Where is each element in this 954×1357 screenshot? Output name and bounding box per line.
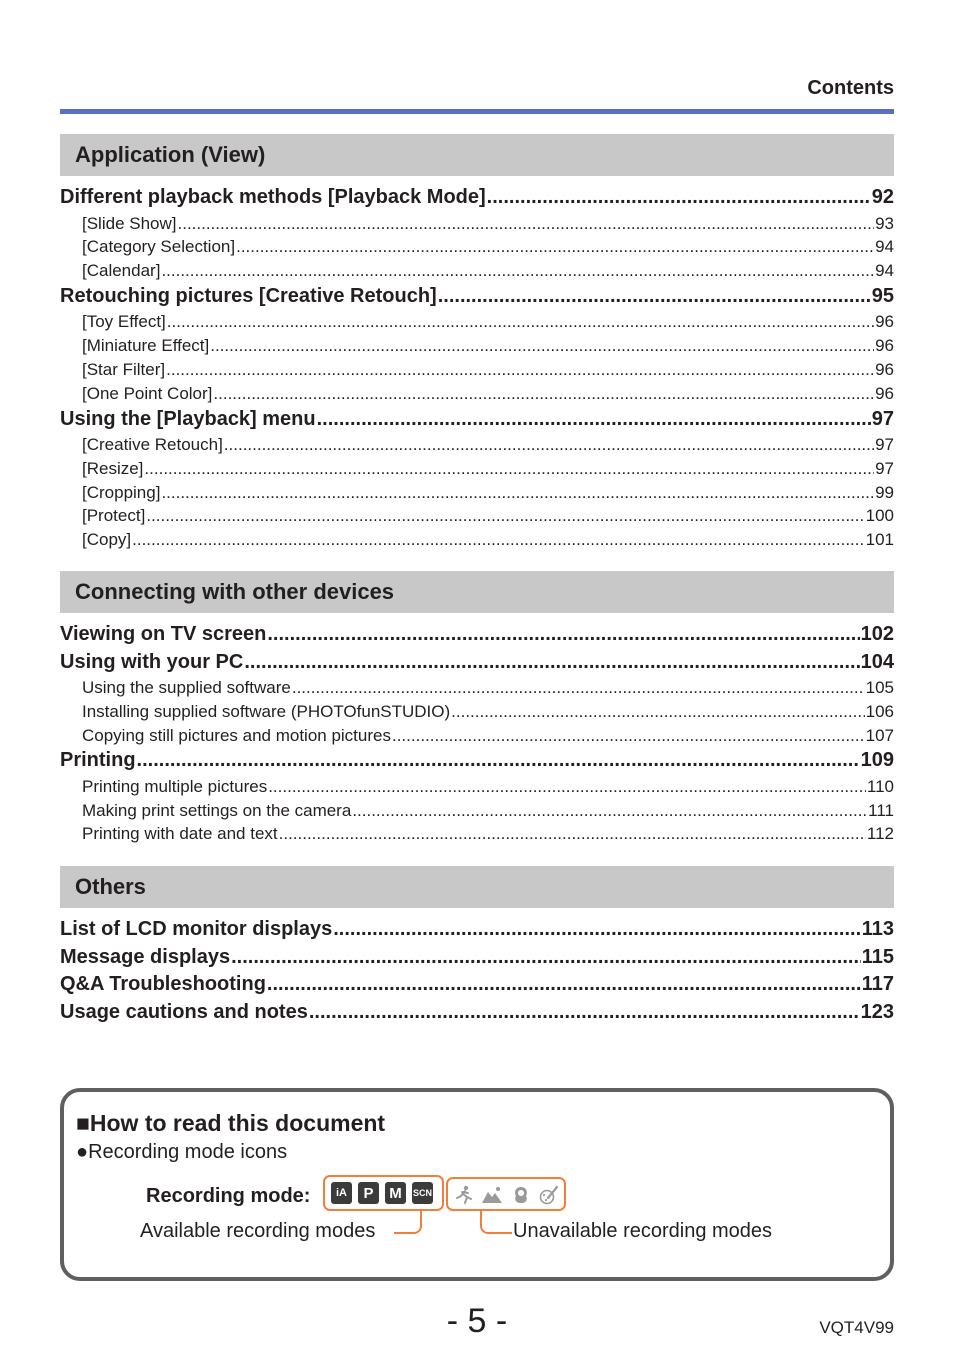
toc-entry-title: [Cropping] — [82, 482, 161, 502]
dot-leader — [309, 999, 860, 1027]
toc-page-number: 97 — [875, 435, 894, 455]
header-rule — [60, 109, 894, 114]
dot-leader — [333, 916, 860, 944]
toc-page-number: 95 — [871, 284, 894, 307]
toc-sub-entry[interactable] — [60, 433, 894, 457]
toc-entry-title: Retouching pictures [Creative Retouch] — [60, 284, 437, 307]
dot-leader — [161, 481, 874, 505]
dot-leader — [167, 310, 874, 334]
toc-main-entry[interactable] — [60, 184, 894, 212]
dot-leader — [438, 283, 871, 311]
toc-entries — [60, 184, 894, 552]
toc-main-entry[interactable] — [60, 283, 894, 311]
toc-sub-entry[interactable] — [60, 235, 894, 259]
sports-icon — [453, 1185, 475, 1205]
toc-entry-title: Using with your PC — [60, 650, 244, 673]
creative-control-icon — [538, 1185, 560, 1205]
toc-entry-title: Printing with date and text — [82, 824, 278, 844]
dot-leader — [166, 358, 874, 382]
dot-leader — [137, 747, 860, 775]
toc-page-number: 117 — [861, 973, 894, 995]
page-number: - 5 - — [446, 1302, 508, 1340]
section-title: Connecting with other devices — [60, 571, 894, 613]
toc-page-number: 94 — [875, 237, 894, 257]
document-code: VQT4V99 — [819, 1318, 894, 1337]
toc-page-number: 123 — [860, 1000, 894, 1023]
toc-entry-title: Copying still pictures and motion pictures — [82, 725, 391, 745]
m-mode-icon: M — [385, 1182, 406, 1204]
dot-leader — [224, 433, 874, 457]
section-application-view — [60, 134, 894, 552]
header-label: Contents — [807, 77, 894, 99]
toc-entries — [60, 916, 894, 1026]
dot-leader — [178, 212, 875, 236]
toc-main-entry[interactable] — [60, 971, 894, 999]
scenery-icon — [481, 1185, 503, 1205]
dot-leader — [210, 334, 874, 358]
toc-page-number: 96 — [875, 359, 894, 379]
available-modes-box — [323, 1175, 444, 1211]
toc-sub-entry[interactable] — [60, 504, 894, 528]
toc-entry-title: Different playback methods [Playback Mode] — [60, 186, 486, 208]
toc-sub-entry[interactable] — [60, 212, 894, 236]
toc-sub-entry[interactable] — [60, 822, 894, 846]
toc-entry-title: List of LCD monitor displays — [60, 918, 333, 940]
unavailable-modes-pointer — [480, 1210, 512, 1234]
dot-leader — [146, 504, 864, 528]
p-mode-icon: P — [358, 1182, 379, 1204]
toc-page-number: 113 — [861, 918, 894, 940]
dot-leader — [144, 457, 874, 481]
toc-page-number: 111 — [868, 800, 894, 820]
toc-sub-entry[interactable] — [60, 775, 894, 799]
toc-sub-entry[interactable] — [60, 528, 894, 552]
toc-entry-title: [Protect] — [82, 506, 146, 526]
toc-main-entry[interactable] — [60, 944, 894, 972]
toc-main-entry[interactable] — [60, 747, 894, 775]
dot-leader — [392, 724, 865, 748]
toc-main-entry[interactable] — [60, 406, 894, 434]
toc-entry-title: [Creative Retouch] — [82, 435, 223, 455]
toc-sub-entry[interactable] — [60, 457, 894, 481]
dot-leader — [236, 235, 874, 259]
toc-page-number: 99 — [875, 482, 894, 502]
dot-leader — [267, 621, 859, 649]
toc-sub-entry[interactable] — [60, 334, 894, 358]
toc-main-entry[interactable] — [60, 999, 894, 1027]
section-others — [60, 866, 894, 1026]
toc-page-number: 93 — [875, 213, 894, 233]
toc-entry-title: [Resize] — [82, 458, 144, 478]
toc-sub-entry[interactable] — [60, 259, 894, 283]
howto-title: ■How to read this document — [76, 1110, 386, 1136]
dot-leader — [213, 382, 874, 406]
toc-entry-title: [Star Filter] — [82, 359, 166, 379]
toc-main-entry[interactable] — [60, 649, 894, 677]
ia-mode-icon: iA — [331, 1182, 352, 1204]
portrait-icon — [510, 1185, 532, 1205]
toc-page-number: 110 — [866, 776, 894, 796]
toc-entry-title: Installing supplied software (PHOTOfunSTUDIO) — [82, 701, 451, 721]
toc-page-number: 97 — [871, 407, 894, 430]
toc-page-number: 102 — [860, 623, 894, 645]
toc-entry-title: [Copy] — [82, 530, 132, 550]
toc-main-entry[interactable] — [60, 621, 894, 649]
toc-entry-title: Printing — [60, 749, 136, 772]
toc-page-number: 100 — [865, 506, 894, 526]
toc-entry-title: [Miniature Effect] — [82, 336, 210, 356]
section-title: Application (View) — [60, 134, 894, 176]
scn-mode-icon: SCN — [412, 1182, 433, 1204]
dot-leader — [352, 799, 867, 823]
dot-leader — [231, 944, 861, 972]
dot-leader — [132, 528, 864, 552]
section-connecting — [60, 571, 894, 846]
unavailable-modes-label: Unavailable recording modes — [513, 1220, 773, 1242]
toc-entry-title: [Calendar] — [82, 261, 161, 281]
toc-entry-title: Usage cautions and notes — [60, 1000, 308, 1023]
dot-leader — [317, 406, 871, 434]
toc-entry-title: Using the [Playback] menu — [60, 407, 316, 430]
toc-page-number: 96 — [875, 312, 894, 332]
dot-leader — [244, 649, 859, 677]
toc-sub-entry[interactable] — [60, 676, 894, 700]
toc-page-number: 115 — [861, 945, 894, 968]
toc-entries — [60, 621, 894, 846]
toc-entry-title: Viewing on TV screen — [60, 623, 267, 645]
dot-leader — [487, 184, 871, 212]
toc-sub-entry[interactable] — [60, 382, 894, 406]
section-title: Others — [60, 866, 894, 908]
toc-page-number: 107 — [865, 725, 894, 745]
toc-sub-entry[interactable] — [60, 310, 894, 334]
unavailable-modes-box — [446, 1177, 566, 1211]
toc-entry-title: Using the supplied software — [82, 678, 291, 697]
toc-page-number: 96 — [875, 336, 894, 356]
dot-leader — [292, 676, 865, 700]
toc-page-number: 96 — [875, 383, 894, 403]
toc-page-number: 92 — [871, 186, 894, 208]
toc-page-number: 109 — [860, 749, 894, 772]
toc-page-number: 97 — [875, 458, 894, 478]
toc-entry-title: Making print settings on the camera — [82, 800, 352, 820]
toc-entry-title: Q&A Troubleshooting — [60, 973, 266, 995]
toc-page-number: 101 — [865, 530, 894, 550]
toc-page-number: 105 — [865, 678, 894, 697]
recording-mode-label: Recording mode: — [146, 1185, 311, 1207]
howto-subtitle: ●Recording mode icons — [76, 1141, 288, 1163]
toc-entry-title: [Slide Show] — [82, 213, 177, 233]
toc-page-number: 104 — [860, 650, 894, 673]
dot-leader — [268, 775, 866, 799]
available-modes-label: Available recording modes — [140, 1220, 376, 1242]
dot-leader — [267, 971, 861, 999]
toc-page-number: 94 — [875, 261, 894, 281]
toc-sub-entry[interactable] — [60, 724, 894, 748]
toc-entry-title: Printing multiple pictures — [82, 776, 268, 796]
toc-entry-title: [Category Selection] — [82, 237, 236, 257]
toc-page-number: 112 — [866, 824, 894, 844]
toc-entry-title: [Toy Effect] — [82, 312, 166, 332]
toc-entry-title: Message displays — [60, 945, 231, 968]
toc-sub-entry[interactable] — [60, 358, 894, 382]
toc-sub-entry[interactable] — [60, 799, 894, 823]
dot-leader — [451, 700, 864, 724]
toc-main-entry[interactable] — [60, 916, 894, 944]
how-to-read-box — [60, 1088, 894, 1281]
toc-sub-entry[interactable] — [60, 700, 894, 724]
dot-leader — [279, 822, 866, 846]
available-modes-pointer — [394, 1210, 422, 1234]
toc-sub-entry[interactable] — [60, 481, 894, 505]
toc-page-number: 106 — [865, 701, 894, 721]
toc-entry-title: [One Point Color] — [82, 383, 213, 403]
dot-leader — [161, 259, 874, 283]
